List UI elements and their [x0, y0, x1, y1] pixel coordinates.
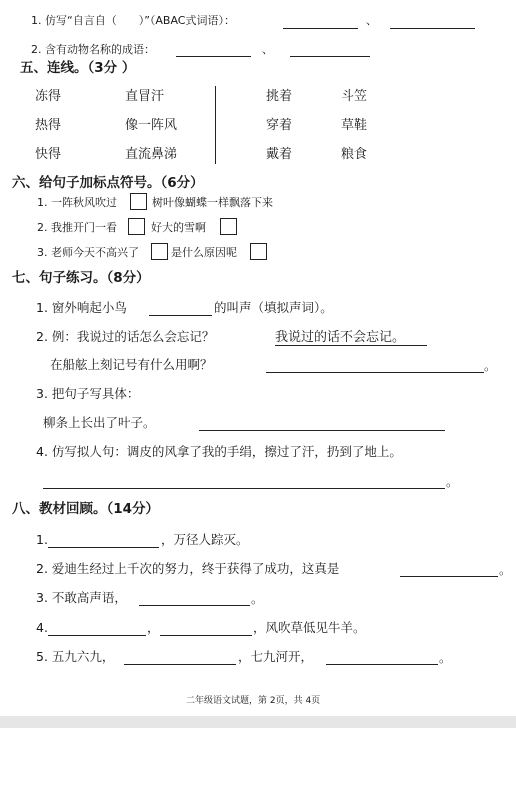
s8-l5-mid: ，七九河开，: [238, 649, 314, 664]
answer-line[interactable]: [48, 635, 146, 636]
s7-q2-example-answer: 我说过的话不会忘记。: [275, 331, 427, 346]
period: 。: [484, 358, 497, 373]
punct-1-part-b: 树叶像蝴蝶一样飘落下来: [152, 196, 273, 209]
answer-line[interactable]: [48, 547, 159, 548]
s7-q1-part-a: 1. 窗外响起小鸟: [36, 300, 127, 315]
answer-line[interactable]: [124, 664, 236, 665]
answer-line[interactable]: [176, 56, 251, 57]
s7-q2: 2. 例：我说过的话怎么会忘记？: [36, 329, 215, 344]
match-right-a-3[interactable]: 戴着: [266, 147, 293, 162]
period: 。: [251, 591, 264, 606]
answer-line[interactable]: [390, 28, 475, 29]
section-5-title: 五、连线。（3分 ）: [20, 60, 136, 76]
punctuation-box[interactable]: [151, 243, 168, 260]
s7-q3-sub: 柳条上长出了叶子。: [43, 415, 156, 430]
page-gap-bar: [0, 716, 516, 728]
section-6-title: 六、给句子加标点符号。（6分）: [12, 175, 204, 191]
s7-q4: 4. 仿写拟人句：调皮的风拿了我的手绢，擦过了汗，扔到了地上。: [36, 444, 402, 459]
answer-line[interactable]: [43, 488, 445, 489]
period: 。: [439, 650, 452, 665]
match-right-b-3[interactable]: 粮食: [341, 147, 368, 162]
s8-l3: 3. 不敢高声语，: [36, 590, 127, 605]
q-animal-idioms: 2. 含有动物名称的成语：: [31, 43, 155, 56]
punctuation-box[interactable]: [250, 243, 267, 260]
punct-2-part-b: 好大的雪啊: [151, 221, 206, 234]
match-right-b-1[interactable]: 斗笠: [341, 89, 368, 104]
match-left-b-3[interactable]: 直流鼻涕: [125, 147, 178, 162]
answer-line[interactable]: [400, 576, 498, 577]
punctuation-box[interactable]: [130, 193, 147, 210]
section-8-title: 八、教材回顾。（14分）: [12, 501, 160, 517]
comma: ，: [147, 620, 160, 635]
answer-line[interactable]: [149, 315, 212, 316]
period: 。: [446, 474, 459, 489]
punct-1-part-a: 1. 一阵秋风吹过: [37, 196, 117, 209]
match-left-a-1[interactable]: 冻得: [35, 89, 62, 104]
match-left-b-2[interactable]: 像一阵风: [125, 118, 178, 133]
period: 。: [499, 562, 512, 577]
s8-l2: 2. 爱迪生经过上千次的努力，终于获得了成功，这真是: [36, 561, 340, 576]
separator: 、: [366, 14, 377, 27]
match-left-b-1[interactable]: 直冒汗: [125, 89, 165, 104]
s7-q3: 3. 把句子写具体：: [36, 386, 140, 401]
answer-line[interactable]: [160, 635, 252, 636]
punct-3-part-b: 是什么原因呢: [171, 246, 237, 259]
s8-l4-text: ，风吹草低见牛羊。: [253, 620, 366, 635]
punctuation-box[interactable]: [220, 218, 237, 235]
punct-3-part-a: 3. 老师今天不高兴了: [37, 246, 139, 259]
match-right-b-2[interactable]: 草鞋: [341, 118, 368, 133]
s8-l4-number: 4.: [36, 620, 48, 635]
match-right-a-1[interactable]: 挑着: [266, 89, 293, 104]
answer-line[interactable]: [290, 56, 370, 57]
s7-q2-sub: 在船舷上刻记号有什么用啊？: [50, 357, 213, 372]
answer-line[interactable]: [266, 372, 484, 373]
punct-2-part-a: 2. 我推开门一看: [37, 221, 117, 234]
separator: 、: [262, 43, 273, 56]
answer-line[interactable]: [283, 28, 358, 29]
match-left-a-3[interactable]: 快得: [35, 147, 62, 162]
page-footer: 二年级语文试题，第 2页，共 4页: [186, 696, 321, 706]
match-left-a-2[interactable]: 热得: [35, 118, 62, 133]
divider-line: [215, 86, 216, 164]
s7-q1-part-b: 的叫声（填拟声词）。: [214, 300, 333, 315]
q-imitate-abac: 1. 仿写“自言自（ ）”（ABAC式词语）：: [31, 14, 235, 27]
s8-l1-text: ，万径人踪灭。: [161, 532, 249, 547]
answer-line[interactable]: [326, 664, 438, 665]
match-right-a-2[interactable]: 穿着: [266, 118, 293, 133]
answer-line[interactable]: [199, 430, 445, 431]
section-7-title: 七、句子练习。（8分）: [12, 270, 150, 286]
s8-l1-number: 1.: [36, 532, 48, 547]
punctuation-box[interactable]: [128, 218, 145, 235]
s8-l5: 5. 五九六九，: [36, 649, 115, 664]
answer-line[interactable]: [139, 605, 250, 606]
